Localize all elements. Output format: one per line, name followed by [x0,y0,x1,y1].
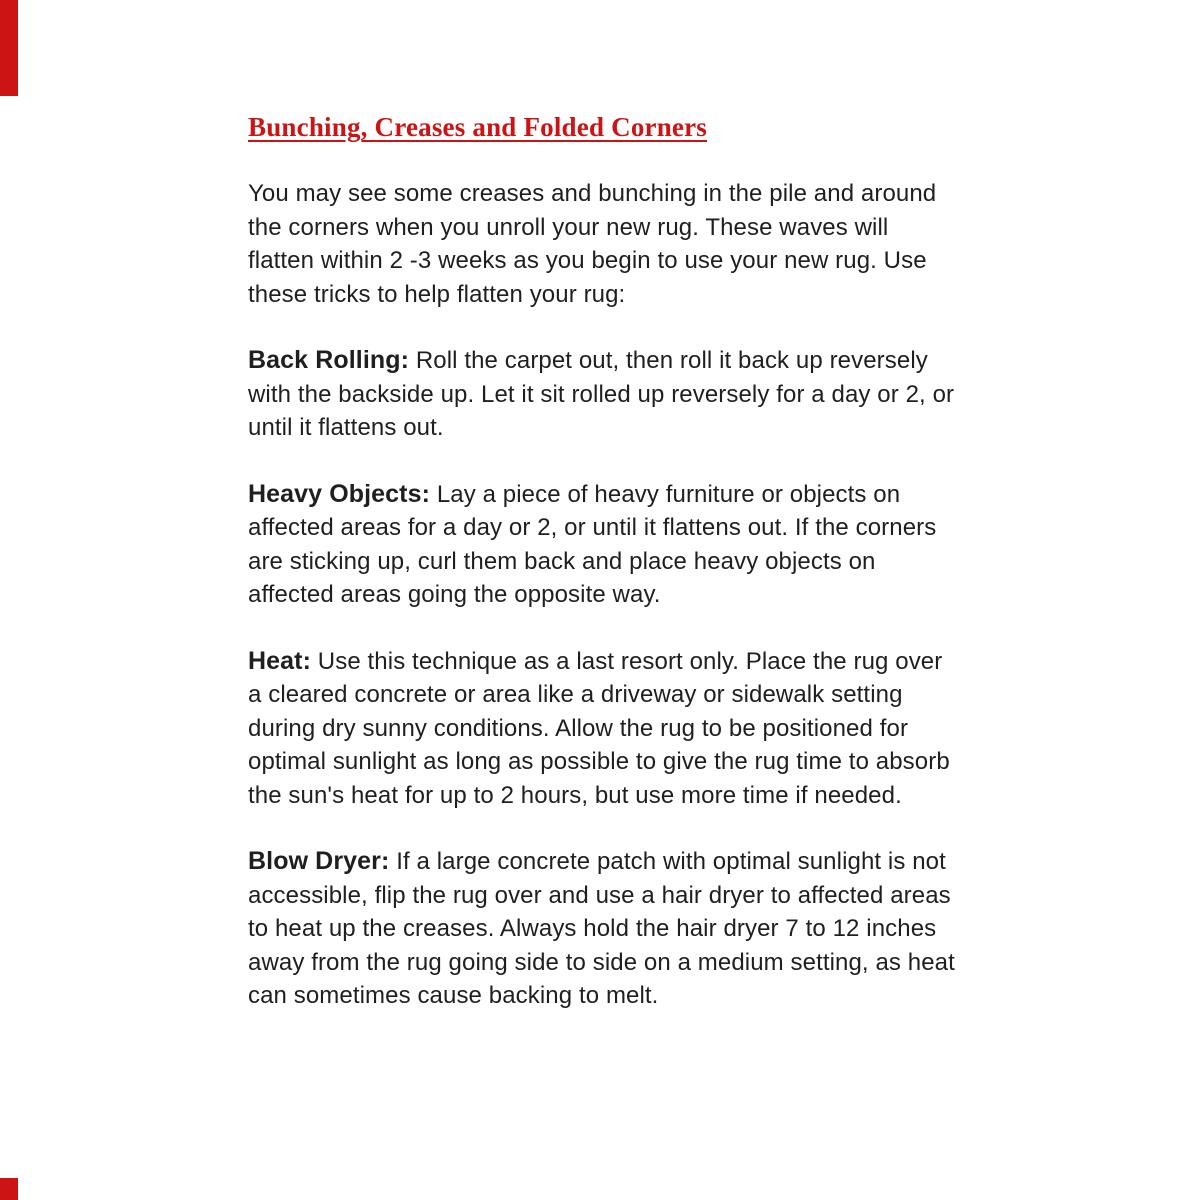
intro-paragraph: You may see some creases and bunching in the pile and around the corners when you unroll your new rug. These waves will flatten within 2 -3 weeks as you begin to use your new rug. Use these tricks to help flatten your rug: [248,180,937,308]
section-blow-dryer [248,845,960,1013]
section-text-heat: Use this technique as a last resort only. Place the rug over a cleared concrete or area like a driveway or sidewalk setting during dry sunny conditions. Allow the rug to be positioned for optimal sunlight as long as possible to give the rug time to absorb the sun's heat for up to 2 hours, but use more time if needed. [248,647,950,809]
red-edge-mark-bottom [0,1178,18,1200]
document-content [248,112,960,1013]
section-text-back-rolling: Roll the carpet out, then roll it back up reversely with the backside up. Let it sit rolled up reversely for a day or 2, or until it flattens out. [248,347,955,441]
section-text-heavy-objects: Lay a piece of heavy furniture or objects on affected areas for a day or 2, or until it flattens out. If the corners are sticking up, curl them back and place heavy objects on affected areas going the opposite way. [248,480,937,608]
section-back-rolling [248,344,960,445]
section-text-blow-dryer: If a large concrete patch with optimal sunlight is not accessible, flip the rug over and use a hair dryer to affected areas to heat up the creases. Always hold the hair dryer 7 to 12 inches away from the rug going side to side on a medium setting, as heat can sometimes cause backing to melt. [248,848,955,1009]
red-edge-mark-top [0,0,18,96]
section-heavy-objects [248,478,960,612]
section-label-back-rolling: Back Rolling: [248,346,410,374]
section-label-heat: Heat: [248,646,312,675]
section-label-blow-dryer: Blow Dryer: [248,847,390,875]
section-heat [248,645,960,813]
document-title: Bunching, Creases and Folded Corners [248,112,708,142]
section-label-heavy-objects: Heavy Objects: [248,479,431,508]
